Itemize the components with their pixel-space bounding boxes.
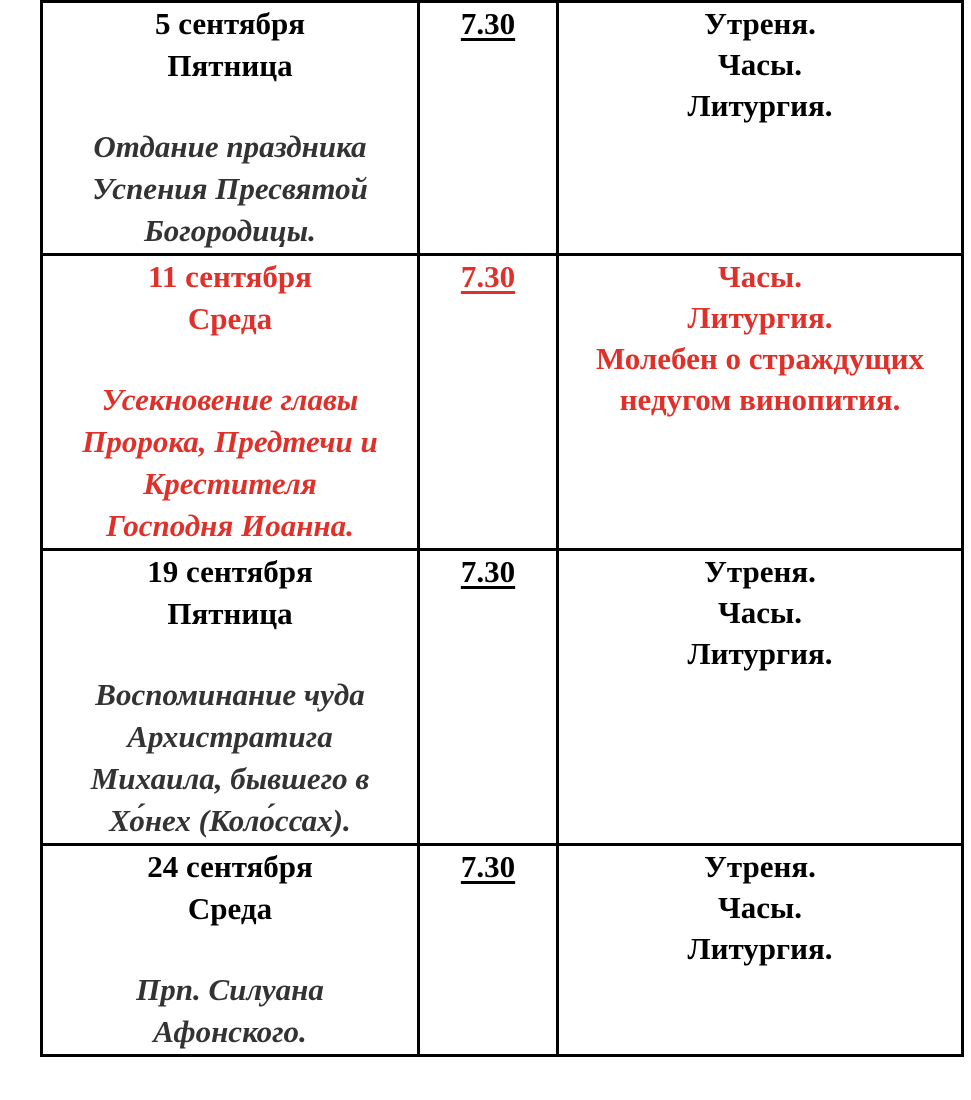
service-line: Литургия.: [687, 88, 833, 123]
services-cell: [558, 550, 963, 845]
feast-line: Афонского.: [153, 1014, 307, 1049]
services-cell: [558, 845, 963, 1056]
feast-line: Прп. Силуана: [136, 972, 324, 1007]
feast-line: Господня Иоанна.: [106, 508, 354, 543]
weekday-text: Среда: [187, 891, 273, 926]
time-cell: [419, 845, 558, 1056]
service-line: недугом винопития.: [619, 382, 901, 417]
service-line: Утреня.: [704, 849, 816, 884]
table-row: [42, 2, 963, 255]
table-row: [42, 845, 963, 1056]
weekday-text: Среда: [187, 301, 273, 336]
service-line: Часы.: [718, 259, 802, 294]
feast-line: Хо́нех (Коло́ссах).: [109, 803, 351, 838]
service-line: Литургия.: [687, 931, 833, 966]
table-row-highlighted: [42, 255, 963, 550]
date-text: 11 сентября: [148, 259, 312, 294]
feast-line: Архистратига: [127, 719, 333, 754]
time-cell: [419, 2, 558, 255]
time-text: 7.30: [460, 554, 516, 589]
time-text: 7.30: [460, 259, 516, 294]
time-text: 7.30: [460, 6, 516, 41]
service-line: Часы.: [718, 890, 802, 925]
table-row: [42, 550, 963, 845]
service-line: Литургия.: [687, 300, 833, 335]
services-cell: [558, 255, 963, 550]
date-text: 24 сентября: [147, 849, 313, 884]
feast-line: Крестителя: [143, 466, 317, 501]
date-cell: [42, 845, 419, 1056]
service-line: Утреня.: [704, 554, 816, 589]
service-line: Молебен о страждущих: [595, 341, 925, 376]
service-line: Часы.: [718, 47, 802, 82]
feast-line: Отдание праздника: [93, 129, 367, 164]
feast-line: Успения Пресвятой: [92, 171, 368, 206]
date-text: 5 сентября: [154, 6, 306, 41]
feast-line: Усекновение главы: [101, 382, 359, 417]
service-line: Утреня.: [704, 6, 816, 41]
schedule-table: [40, 0, 964, 1057]
date-cell: [42, 255, 419, 550]
date-text: 19 сентября: [147, 554, 313, 589]
time-text: 7.30: [460, 849, 516, 884]
feast-line: Богородицы.: [144, 213, 316, 248]
time-cell: [419, 550, 558, 845]
weekday-text: Пятница: [167, 596, 293, 631]
feast-line: Михаила, бывшего в: [90, 761, 370, 796]
services-cell: [558, 2, 963, 255]
weekday-text: Пятница: [167, 48, 293, 83]
time-cell: [419, 255, 558, 550]
date-cell: [42, 550, 419, 845]
service-line: Часы.: [718, 595, 802, 630]
feast-line: Воспоминание чуда: [95, 677, 365, 712]
date-cell: [42, 2, 419, 255]
feast-line: Пророка, Предтечи и: [82, 424, 378, 459]
service-line: Литургия.: [687, 636, 833, 671]
